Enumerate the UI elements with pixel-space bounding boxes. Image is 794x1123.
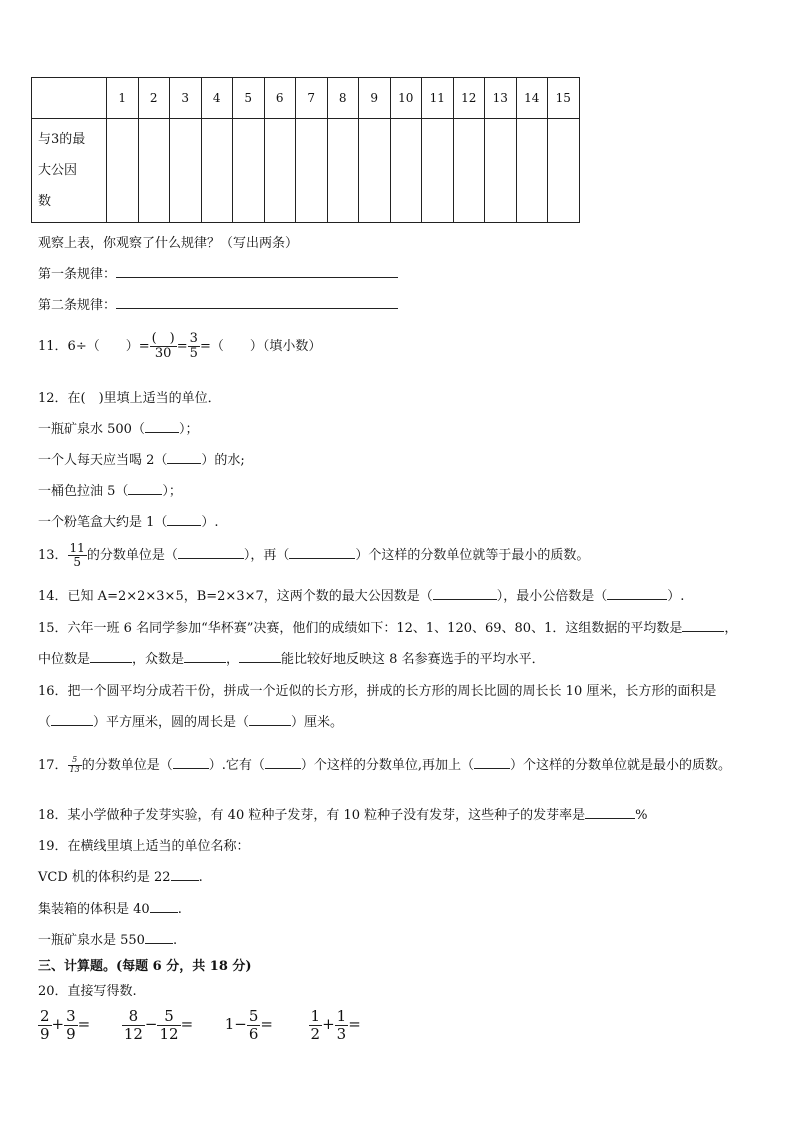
q10-prompt: 观察上表，你观察了什么规律？（写出两条） <box>38 236 299 251</box>
table-header-cell: 11 <box>422 78 454 119</box>
question-18: 18．某小学做种子发芽实验，有 40 粒种子发芽，有 10 粒种子没有发芽，这些种子的发芽率是 % <box>38 808 648 823</box>
answer-cell[interactable] <box>548 119 580 223</box>
question-12-line-4: 一个粉笔盒大约是 1（ ）. <box>38 515 219 530</box>
question-14: 14．已知 A=2×2×3×5，B=2×3×7，这两个数的最大公因数是（ ），最小公倍数是（ ）. <box>38 589 685 604</box>
answer-blank[interactable] <box>289 546 355 559</box>
answer-blank[interactable] <box>90 650 132 663</box>
answer-blank[interactable] <box>167 451 201 464</box>
table-row-label: 与3的最 大公因 数 <box>32 119 107 223</box>
table-header-cell: 9 <box>359 78 391 119</box>
fraction: $\frac{3}{5}$ <box>189 330 198 361</box>
question-16-line-2: （ ）平方厘米，圆的周长是（ ）厘米。 <box>38 715 344 730</box>
table-header-cell: 8 <box>327 78 359 119</box>
q10-rule2: 第二条规律： <box>38 294 398 313</box>
answer-blank[interactable] <box>178 546 244 559</box>
answer-blank[interactable] <box>145 931 173 944</box>
table-header-cell: 1 <box>107 78 139 119</box>
expression-2: $\frac{8}{12}$ − $\frac{5}{12}$ = <box>123 1007 194 1043</box>
answer-blank[interactable] <box>128 482 162 495</box>
expression-1: $\frac{2}{9}$ + $\frac{3}{9}$ = <box>40 1007 91 1043</box>
answer-blank[interactable] <box>265 756 301 769</box>
question-19-line-2: 集装箱的体积是 40 . <box>38 902 182 917</box>
question-12-line-3: 一桶色拉油 5（ ）； <box>38 484 182 499</box>
question-13: 13． $\frac{11}{5}$ 的分数单位是（ ），再（ ）个这样的分数单位就等于最小的质数。 <box>38 540 590 569</box>
answer-cell[interactable] <box>296 119 328 223</box>
question-15-line-1: 15．六年一班 6 名同学参加“华杯赛”决赛，他们的成绩如下：12、1、120、69、80、1．这组数据的平均数是 ， <box>38 621 738 636</box>
fraction: $\frac{5}{13}$ <box>69 755 80 774</box>
answer-cell[interactable] <box>516 119 548 223</box>
question-15-line-2: 中位数是 ，众数是 ， 能比较好地反映这 8 名参赛选手的平均水平． <box>38 652 545 667</box>
question-19-title: 19．在横线里填上适当的单位名称： <box>38 839 250 854</box>
table-header-cell: 15 <box>548 78 580 119</box>
answer-blank[interactable] <box>607 587 667 600</box>
table-row <box>32 119 580 223</box>
table-header-row <box>32 78 580 119</box>
rule2-blank[interactable] <box>116 296 398 309</box>
question-12-title: 12．在( )里填上适当的单位． <box>38 391 221 406</box>
answer-blank[interactable] <box>145 420 179 433</box>
question-20-expressions <box>38 1004 361 1044</box>
question-12-line-1: 一瓶矿泉水 500（ ）； <box>38 422 199 437</box>
question-20-title: 20．直接写得数. <box>38 984 137 999</box>
question-16-line-1: 16．把一个圆平均分成若干份，拼成一个近似的长方形，拼成的长方形的周长比圆的周长长 10 厘米，长方形的面积是 <box>38 684 717 699</box>
table-header-cell: 6 <box>264 78 296 119</box>
answer-blank[interactable] <box>173 756 209 769</box>
answer-blank[interactable] <box>682 619 724 632</box>
table-header-cell: 14 <box>516 78 548 119</box>
question-12-line-2: 一个人每天应当喝 2（ ）的水; <box>38 453 245 468</box>
answer-cell[interactable] <box>422 119 454 223</box>
answer-blank[interactable] <box>585 806 635 819</box>
table-corner-cell <box>32 78 107 119</box>
answer-blank[interactable] <box>433 587 497 600</box>
fraction: $\frac{11}{5}$ <box>69 540 85 569</box>
answer-cell[interactable] <box>264 119 296 223</box>
table-header-cell: 10 <box>390 78 422 119</box>
table-header-cell: 7 <box>296 78 328 119</box>
fraction: $\frac{5}{12}$ <box>159 1007 179 1043</box>
table-header-cell: 3 <box>170 78 202 119</box>
question-19-line-3: 一瓶矿泉水是 550 . <box>38 933 178 948</box>
question-11: 11．6÷（ ）= $\frac{( )}{30}$ = $\frac{3}{5}$ =（ ）（填小数） <box>38 330 322 361</box>
fraction: $\frac{( )}{30}$ <box>151 330 175 361</box>
answer-cell[interactable] <box>201 119 233 223</box>
expression-3: 1− $\frac{5}{6}$ = <box>224 1007 273 1043</box>
answer-blank[interactable] <box>171 868 199 881</box>
table-header-cell: 4 <box>201 78 233 119</box>
fraction: $\frac{5}{6}$ <box>248 1007 259 1043</box>
answer-cell[interactable] <box>170 119 202 223</box>
answer-cell[interactable] <box>327 119 359 223</box>
answer-cell[interactable] <box>485 119 517 223</box>
table-header-cell: 12 <box>453 78 485 119</box>
answer-blank[interactable] <box>474 756 510 769</box>
answer-cell[interactable] <box>390 119 422 223</box>
table-header-cell: 5 <box>233 78 265 119</box>
fraction: $\frac{2}{9}$ <box>40 1007 50 1043</box>
fraction: $\frac{8}{12}$ <box>123 1007 143 1043</box>
answer-blank[interactable] <box>167 513 201 526</box>
fraction: $\frac{1}{2}$ <box>310 1007 321 1043</box>
expression-4: $\frac{1}{2}$ + $\frac{1}{3}$ = <box>310 1007 361 1043</box>
q10-rule1: 第一条规律： <box>38 263 398 282</box>
question-19-line-1: VCD 机的体积约是 22 . <box>38 870 203 885</box>
question-17: 17． $\frac{5}{13}$ 的分数单位是（ ）.它有（ ）个这样的分数单位,再加上（ ）个这样的分数单位就是最小的质数。 <box>38 755 732 774</box>
answer-cell[interactable] <box>359 119 391 223</box>
answer-cell[interactable] <box>233 119 265 223</box>
answer-blank[interactable] <box>51 713 93 726</box>
gcd-table <box>31 77 580 223</box>
rule1-blank[interactable] <box>116 265 398 278</box>
fraction: $\frac{1}{3}$ <box>336 1007 347 1043</box>
answer-blank[interactable] <box>249 713 291 726</box>
answer-cell[interactable] <box>138 119 170 223</box>
answer-blank[interactable] <box>150 900 178 913</box>
section-heading: 三、计算题。(每题 6 分，共 18 分) <box>38 959 252 974</box>
answer-blank[interactable] <box>184 650 226 663</box>
table-header-cell: 2 <box>138 78 170 119</box>
answer-blank[interactable] <box>239 650 281 663</box>
fraction: $\frac{3}{9}$ <box>66 1007 76 1043</box>
table-header-cell: 13 <box>485 78 517 119</box>
answer-cell[interactable] <box>453 119 485 223</box>
answer-cell[interactable] <box>107 119 139 223</box>
